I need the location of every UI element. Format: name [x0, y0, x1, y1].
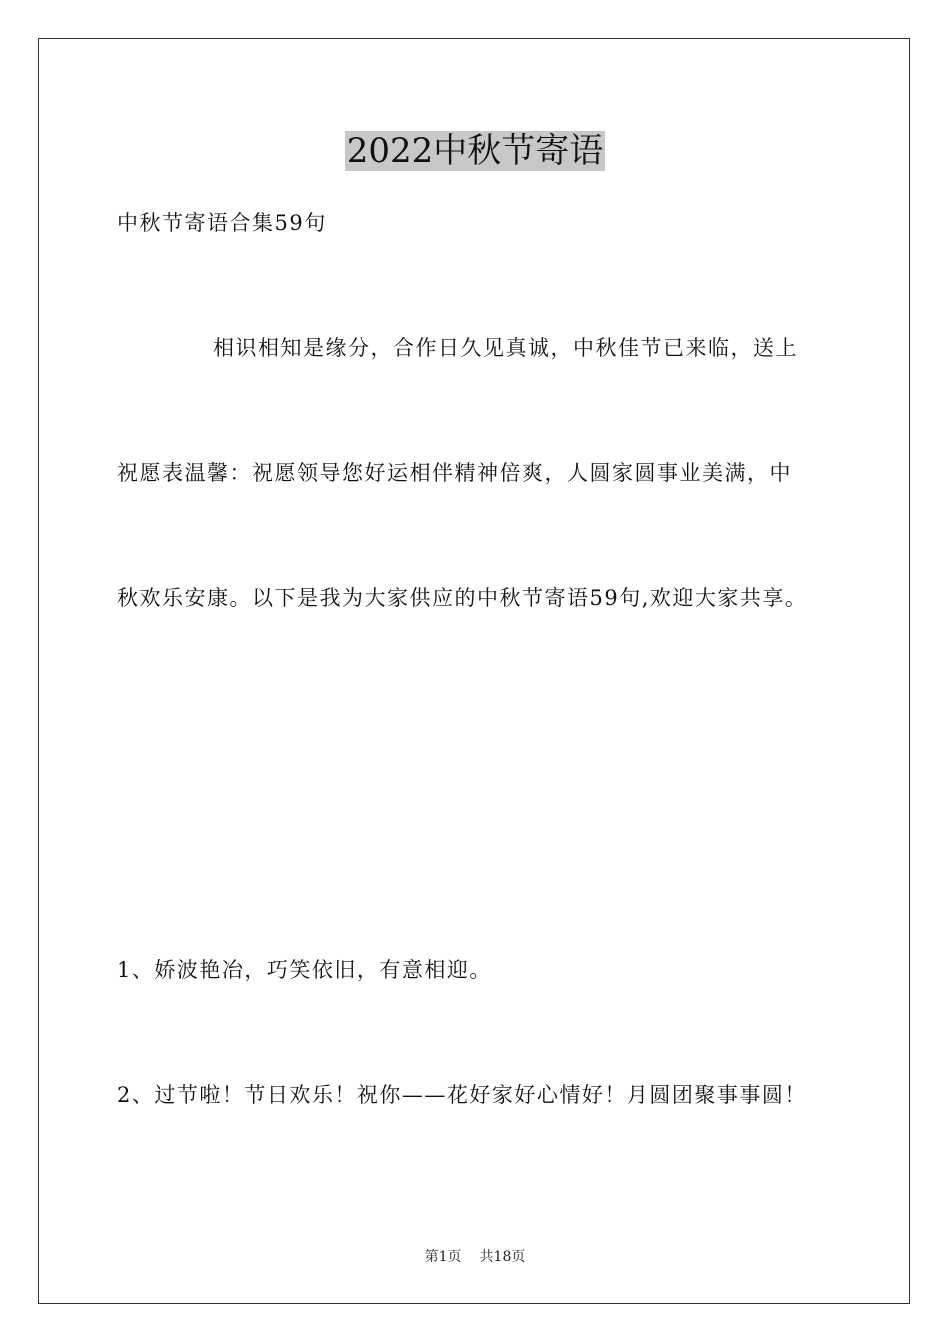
document-title	[0, 128, 950, 174]
list-item: 2、过节啦！节日欢乐！祝你——花好家好心情好！月圆团聚事事圆！	[117, 1083, 807, 1107]
intro-line-2: 祝愿表温馨：祝愿领导您好运相伴精神倍爽，人圆家圆事业美满，中	[117, 461, 792, 485]
page-footer	[0, 1247, 950, 1267]
document-title-text: 2022中秋节寄语	[346, 131, 604, 171]
page-total: 共18页	[479, 1249, 526, 1265]
list-item: 1、娇波艳冶，巧笑依旧，有意相迎。	[117, 958, 492, 982]
document-subtitle: 中秋节寄语合集59句	[117, 211, 327, 235]
intro-line-3: 秋欢乐安康。以下是我为大家供应的中秋节寄语59句,欢迎大家共享。	[117, 586, 808, 610]
intro-line-1: 相识相知是缘分，合作日久见真诚，中秋佳节已来临，送上	[213, 336, 798, 360]
page-number: 第1页	[424, 1249, 462, 1265]
